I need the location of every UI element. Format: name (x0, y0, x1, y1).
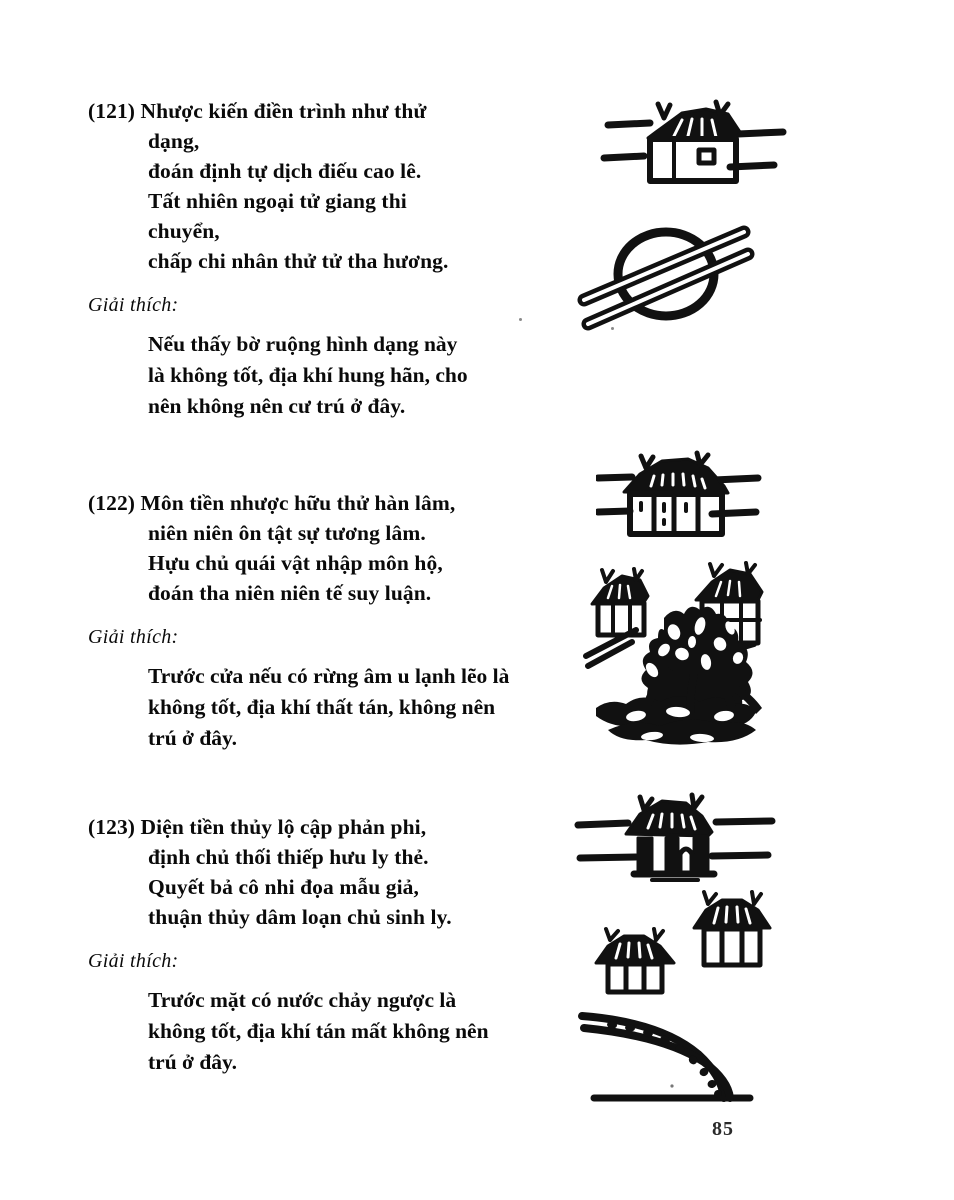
verse-line: (121) Nhược kiến điền trình như thử (88, 99, 427, 123)
entry-122 (88, 488, 558, 754)
verse-line: đoán định tự dịch điếu cao lê. (148, 159, 422, 183)
explanation-label-123: Giải thích: (88, 950, 179, 972)
verse-line: chấp chi nhân thử tử tha hương. (148, 249, 449, 273)
explanation-line: Trước mặt có nước chảy ngược là (148, 988, 457, 1012)
curved-dotted-water-path-icon (568, 998, 808, 1108)
verse-line: niên niên ôn tật sự tương lâm. (148, 521, 426, 545)
explanation-label-121: Giải thích: (88, 294, 179, 316)
two-small-pavilions-icon (580, 888, 790, 998)
circle-crossed-by-two-bars-icon (566, 212, 776, 342)
verse-line: định chủ thối thiếp hưu ly thẻ. (148, 845, 429, 869)
explanation-line: trú ở đây. (148, 1050, 237, 1074)
entry-121 (88, 96, 558, 422)
verse-line: (123) Diện tiền thủy lộ cập phản phi, (88, 815, 427, 839)
house-with-horizontal-field-lines-icon (578, 92, 808, 212)
scan-speck (611, 327, 614, 330)
explanation-body-122 (88, 661, 618, 754)
text-column (88, 96, 558, 1078)
explanation-label-122: Giải thích: (88, 626, 179, 648)
explanation-line: Nếu thấy bờ ruộng hình dạng này (148, 332, 458, 356)
verse-line: chuyển, (148, 219, 220, 243)
verse-line: dạng, (148, 129, 200, 153)
page-number: 85 (712, 1118, 734, 1140)
explanation-line: không tốt, địa khí thất tán, không nên (148, 695, 496, 719)
verse-line: Tất nhiên ngoại tử giang thi (148, 189, 407, 213)
verse-line: đoán tha niên niên tế suy luận. (148, 581, 432, 605)
explanation-body-121 (88, 329, 618, 422)
section-gap (88, 422, 558, 488)
verse-line: Quyết bả cô nhi đọa mẫu giả, (148, 875, 419, 899)
section-gap (88, 754, 558, 812)
explanation-body-123 (88, 985, 618, 1078)
verse-line: Hựu chủ quái vật nhập môn hộ, (148, 551, 443, 575)
open-gate-pavilion-with-horizontal-lines-icon (566, 788, 786, 898)
verse-line: thuận thủy dâm loạn chủ sinh ly. (148, 905, 452, 929)
dark-forest-between-two-pavilions-icon (578, 558, 848, 763)
verse-line: (122) Môn tiền nhược hữu thử hàn lâm, (88, 491, 456, 515)
entry-123 (88, 812, 558, 1078)
explanation-line: trú ở đây. (148, 726, 237, 750)
verse-123 (88, 812, 558, 932)
verse-121 (88, 96, 558, 276)
temple-building-with-horizontal-lines-icon (596, 448, 776, 558)
explanation-line: nên không nên cư trú ở đây. (148, 394, 406, 418)
explanation-line: không tốt, địa khí tán mất không nên (148, 1019, 489, 1043)
verse-122 (88, 488, 558, 608)
explanation-line: Trước cửa nếu có rừng âm u lạnh lẽo là (148, 664, 510, 688)
explanation-line: là không tốt, địa khí hung hãn, cho (148, 363, 468, 387)
scan-speck (519, 318, 522, 321)
